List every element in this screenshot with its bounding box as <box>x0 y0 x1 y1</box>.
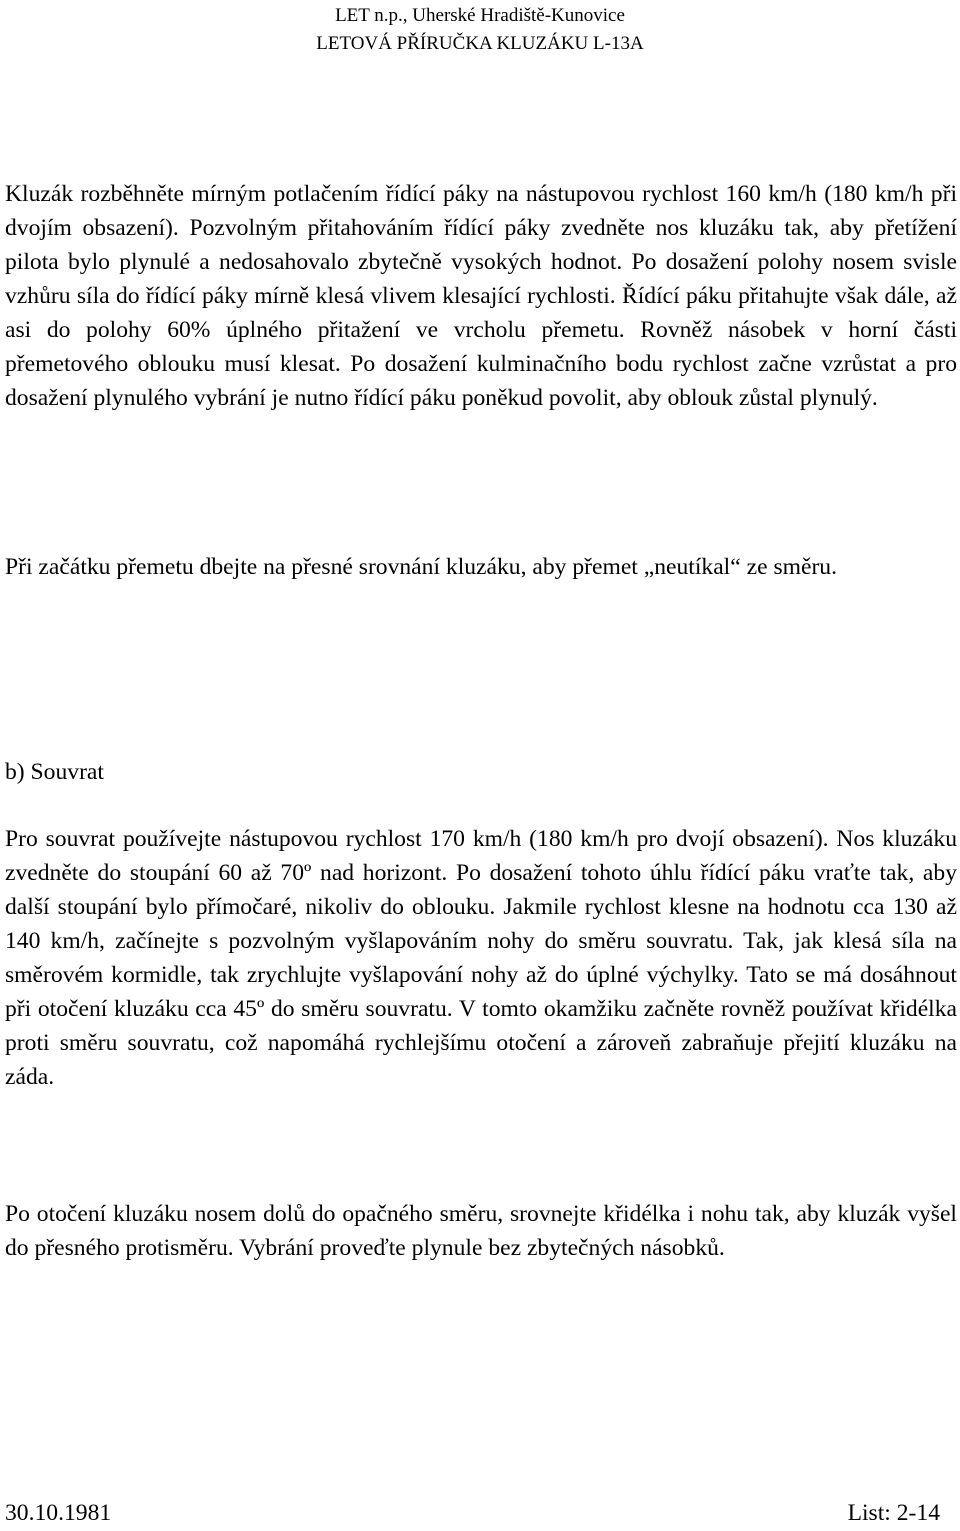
paragraph-loop-alignment: Při začátku přemetu dbejte na přesné srovnání kluzáku, aby přemet „neutíkal“ ze směru. <box>5 554 838 580</box>
page-header <box>0 2 960 58</box>
section-heading-stall-turn: b) Souvrat <box>5 759 104 785</box>
header-manual-title: LETOVÁ PŘÍRUČKA KLUZÁKU L-13A <box>316 33 644 54</box>
footer-date: 30.10.1981 <box>5 1500 112 1526</box>
paragraph-stall-turn-recovery: Po otočení kluzáku nosem dolů do opačného směru, srovnejte křidélka i nohu tak, aby kluzák vyšel do přesného protisměru. Vybrání proveďte plynule bez zbytečných násobků. <box>5 1201 957 1261</box>
footer-page-number: List: 2-14 <box>847 1500 940 1526</box>
paragraph-stall-turn-technique: Pro souvrat používejte nástupovou rychlost 170 km/h (180 km/h pro dvojí obsazení). Nos kluzáku zvedněte do stoupání 60 až 70º nad horizont. Po dosažení tohoto úhlu řídící páku vraťte tak, aby další stoupání bylo přímočaré, nikoliv do oblouku. Jakmile rychlost klesne na hodnotu cca 130 až 140 km/h, začínejte s pozvolným vyšlapováním nohy do směru souvratu. Tak, jak klesá síla na směrovém kormidle, tak zrychlujte vyšlapování nohy až do úplné výchylky. Tato se má dosáhnout při otočení kluzáku cca 45º do směru souvratu. V tomto okamžiku začněte rovněž používat křidélka proti směru souvratu, což napomáhá rychlejšímu otočení a zároveň zabraňuje přejití kluzáku na záda. <box>5 826 957 1090</box>
header-company: LET n.p., Uherské Hradiště-Kunovice <box>335 5 625 26</box>
paragraph-loop-technique: Kluzák rozběhněte mírným potlačením řídící páky na nástupovou rychlost 160 km/h (180 km/h při dvojím obsazení). Pozvolným přitahováním řídící páky zvedněte nos kluzáku tak, aby přetížení pilota bylo plynulé a nedosahovalo zbytečně vysokých hodnot. Po dosažení polohy nosem svisle vzhůru síla do řídící páky mírně klesá vlivem klesající rychlosti. Řídící páku přitahujte však dále, až asi do polohy 60% úplného přitažení ve vrcholu přemetu. Rovněž násobek v horní části přemetového oblouku musí klesat. Po dosažení kulminačního bodu rychlost začne vzrůstat a pro dosažení plynulého vybrání je nutno řídící páku poněkud povolit, aby oblouk zůstal plynulý. <box>5 181 957 411</box>
